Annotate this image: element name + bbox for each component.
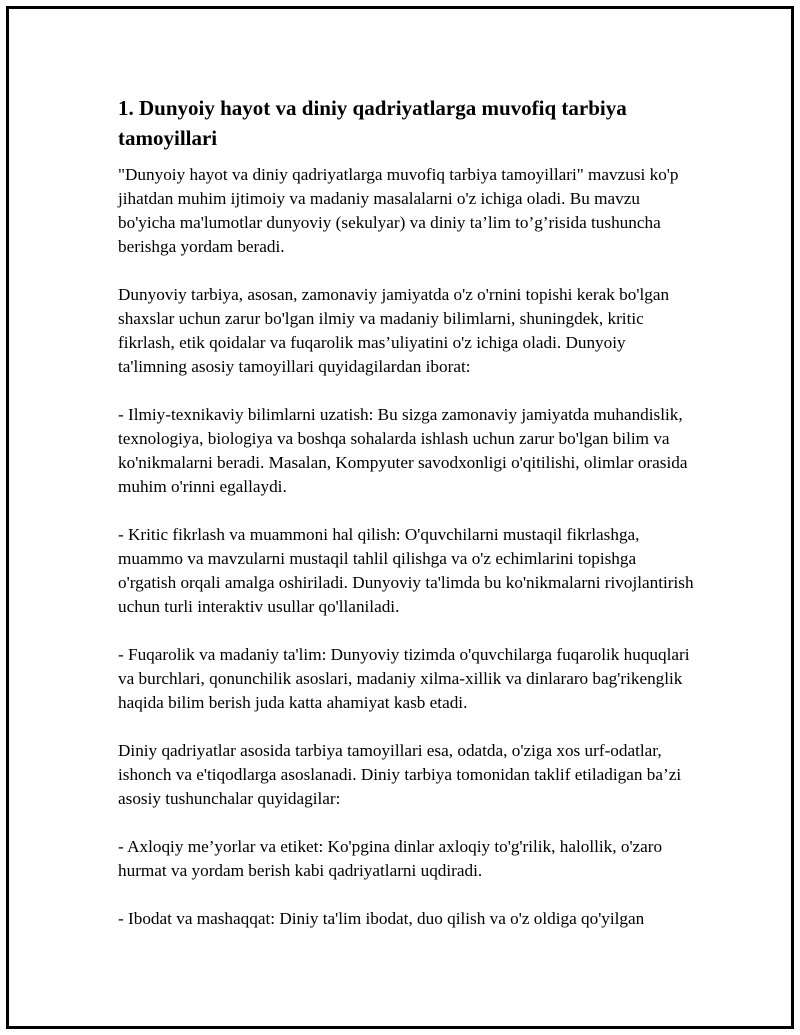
section-heading: 1. Dunyoiy hayot va diniy qadriyatlarga muvofiq tarbiya tamoyillari [118,96,627,150]
intro-paragraph: "Dunyoiy hayot va diniy qadriyatlarga muvofiq tarbiya tamoyillari" mavzusi ko'p jihatdan muhim ijtimoiy va madaniy masalalarni o'z ichiga oladi. Bu mavzu bo'yicha ma'lumotlar dunyoviy (sekulyar) va diniy ta’lim to’g’risida tushuncha berishga yordam beradi. [118,165,679,256]
list-item-civic-education: - Fuqarolik va madaniy ta'lim: Dunyoviy tizimda o'quvchilarga fuqarolik huquqlari va burchlari, qonunchilik asoslari, madaniy xilma-xillik va dinlararo bag'rikenglik haqida bilim berish juda katta ahamiyat kasb etadi. [118,645,690,712]
list-item-worship: - Ibodat va mashaqqat: Diniy ta'lim ibodat, duo qilish va o'z oldiga qo'yilgan [118,909,645,928]
list-item-scientific-knowledge: - Ilmiy-texnikaviy bilimlarni uzatish: Bu sizga zamonaviy jamiyatda muhandislik, texnologiya, biologiya va boshqa sohalarda ishlash uchun zarur bo'lgan bilim va ko'nikmalarni beradi. Masalan, Kompyuter savodxonligi o'qitilishi, olimlar orasida muhim o'rinni egallaydi. [118,405,688,496]
religious-values-paragraph: Diniy qadriyatlar asosida tarbiya tamoyillari esa, odatda, o'ziga xos urf-odatlar, ishonch va e'tiqodlarga asoslanadi. Diniy tarbiya tomonidan taklif etiladigan ba’zi asosiy tushunchalar quyidagilar: [118,741,682,808]
document-body [118,93,698,955]
list-item-critical-thinking: - Kritic fikrlash va muammoni hal qilish: O'quvchilarni mustaqil fikrlashga, muammo va mavzularni mustaqil tahlil qilishga va o'z echimlarini topishga o'rgatish orqali amalga oshiriladi. Dunyoviy ta'limda bu ko'nikmalarni rivojlantirish uchun turli interaktiv usullar qo'llaniladi. [118,525,694,616]
secular-education-paragraph: Dunyoviy tarbiya, asosan, zamonaviy jamiyatda o'z o'rnini topishi kerak bo'lgan shaxslar uchun zarur bo'lgan ilmiy va madaniy bilimlarni, shuningdek, kritic fikrlash, etik qoidalar va fuqarolik mas’uliyatini o'z ichiga oladi. Dunyoiy ta'limning asosiy tamoyillari quyidagilardan iborat: [118,285,670,376]
list-item-moral-norms: - Axloqiy me’yorlar va etiket: Ko'pgina dinlar axloqiy to'g'rilik, halollik, o'zaro hurmat va yordam berish kabi qadriyatlarni uqdiradi. [118,837,663,880]
